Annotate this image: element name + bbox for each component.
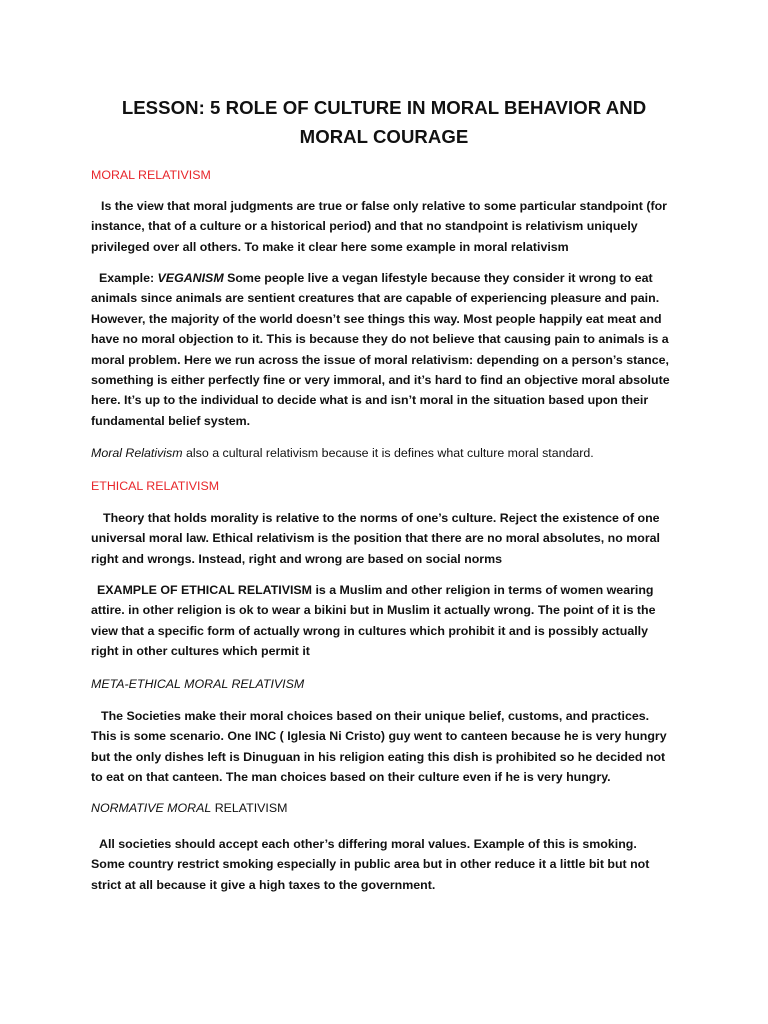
example-text-veganism: Some people live a vegan lifestyle because they consider it wrong to eat animals since animals are sentient creatures that are capable of experiencing pleasure and pain. However, the majority of the world doesn’t see things this way. Most people happily eat meat and have no moral objection to it. This is because they do not believe that causing pain to animals is a moral problem. Here we run across the issue of moral relativism: depending on a person’s stance, something is either perfectly fine or very immoral, and it’s hard to find an objective moral absolute here. It’s up to the individual to decide what is and isn’t moral in the situation based upon their fundamental belief system. <box>91 271 670 428</box>
example-term-veganism: VEGANISM <box>157 271 224 285</box>
normative-heading-plain: RELATIVISM <box>214 801 288 815</box>
normative-heading-italic: NORMATIVE MORAL <box>91 801 212 815</box>
ethical-relativism-example: EXAMPLE OF ETHICAL RELATIVISM is a Muslim and other religion in terms of women wearing attire. in other religion is ok to wear a bikini but in Muslim it actually wrong. The point of it is the view that a specific form of actually wrong in cultures which prohibit it and is possibly actually right in other cultures which permit it <box>91 583 656 659</box>
normative-text: All societies should accept each other’s differing moral values. Example of this is smoking. Some country restrict smoking especially in public area but in other reduce it a little bit but not strict at all because it give a high taxes to the government. <box>91 837 650 892</box>
section-heading-normative <box>91 799 287 817</box>
meta-ethical-text: The Societies make their moral choices based on their unique belief, customs, and practices. This is some scenario. One INC ( Iglesia Ni Cristo) guy went to canteen because he is very hungry but the only dishes left is Dinuguan in his religion eating this dish is prohibited so he decided not to eat on that canteen. The man choices based on their culture even if he is very hungry. <box>91 709 667 785</box>
moral-relativism-definition: Is the view that moral judgments are true or false only relative to some particular standpoint (for instance, that of a culture or a historical period) and that no standpoint is relativism uniquely privileged over all others. To make it clear here some example in moral relativism <box>91 199 667 254</box>
moral-relativism-example <box>91 268 671 431</box>
section-heading-meta-ethical: META-ETHICAL MORAL RELATIVISM <box>91 677 305 691</box>
note-term: Moral Relativism <box>91 446 183 460</box>
ethical-relativism-definition: Theory that holds morality is relative to the norms of one’s culture. Reject the existence of one universal moral law. Ethical relativism is the position that there are no moral absolutes, no moral right and wrongs. Instead, right and wrong are based on social norms <box>91 511 660 566</box>
moral-relativism-note <box>91 443 681 463</box>
page-title: LESSON: 5 ROLE OF CULTURE IN MORAL BEHAVIOR AND MORAL COURAGE <box>121 97 647 147</box>
example-prefix: Example: <box>99 271 155 285</box>
note-text: also a cultural relativism because it is defines what culture moral standard. <box>186 446 594 460</box>
section-heading-moral-relativism: MORAL RELATIVISM <box>91 168 211 182</box>
section-heading-ethical-relativism: ETHICAL RELATIVISM <box>91 479 220 493</box>
